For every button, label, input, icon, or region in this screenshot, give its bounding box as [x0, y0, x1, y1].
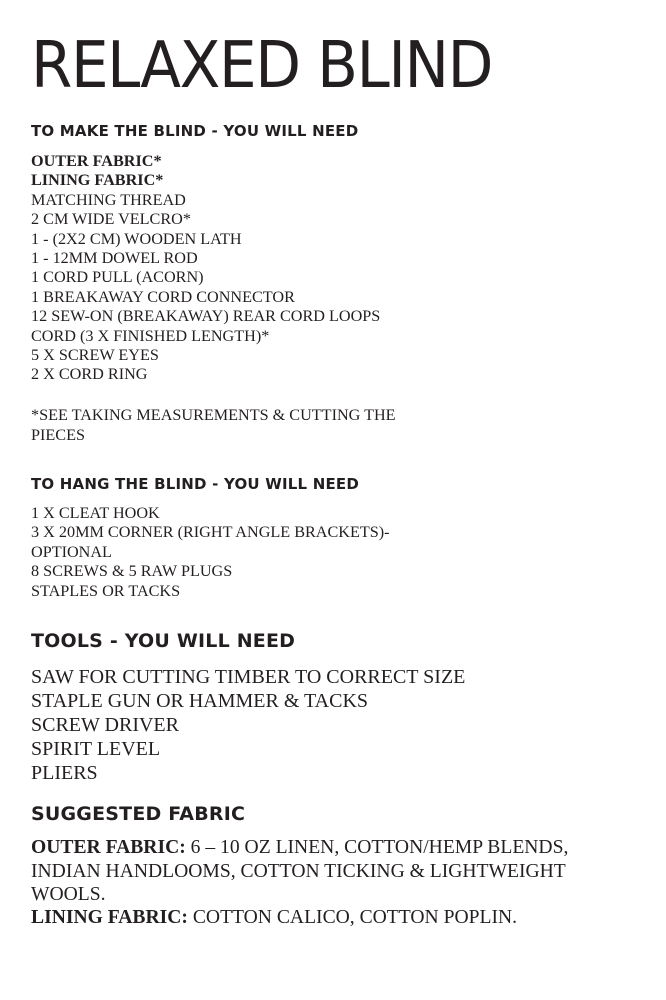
- list-item: PLIERS: [31, 762, 98, 784]
- list-item: SAW FOR CUTTING TIMBER TO CORRECT SIZE: [31, 666, 466, 688]
- lining-fabric-paragraph: [31, 906, 631, 930]
- list-item: 12 SEW-ON (BREAKAWAY) REAR CORD LOOPS: [31, 307, 381, 326]
- footnote-line: PIECES: [31, 426, 85, 444]
- list-item: LINING FABRIC*: [31, 171, 164, 190]
- fabric-section-heading: SUGGESTED FABRIC: [31, 803, 246, 825]
- hang-section-heading: TO HANG THE BLIND - YOU WILL NEED: [31, 475, 360, 493]
- list-item: 1 CORD PULL (ACORN): [31, 268, 204, 287]
- list-item: 2 CM WIDE VELCRO*: [31, 210, 191, 229]
- list-item: 1 - (2X2 CM) WOODEN LATH: [31, 229, 242, 248]
- list-item: 3 X 20MM CORNER (RIGHT ANGLE BRACKETS)-: [31, 523, 390, 542]
- list-item: 1 BREAKAWAY CORD CONNECTOR: [31, 287, 295, 306]
- tools-section-heading: TOOLS - YOU WILL NEED: [31, 630, 296, 652]
- outer-fabric-text: 6 – 10 OZ LINEN, COTTON/HEMP BLENDS, INDIAN HANDLOOMS, COTTON TICKING & LIGHTWEIGHT WOOLS.: [31, 837, 569, 905]
- list-item: 5 X SCREW EYES: [31, 346, 159, 365]
- lining-fabric-text: COTTON CALICO, COTTON POPLIN.: [187, 907, 518, 928]
- list-item: OUTER FABRIC*: [31, 152, 162, 170]
- list-item: MATCHING THREAD: [31, 190, 186, 209]
- list-item: 8 SCREWS & 5 RAW PLUGS: [31, 562, 233, 581]
- outer-fabric-paragraph: [31, 836, 631, 907]
- outer-fabric-label: OUTER FABRIC:: [31, 837, 186, 858]
- list-item: CORD (3 X FINISHED LENGTH)*: [31, 326, 270, 345]
- footnote-line: *SEE TAKING MEASUREMENTS & CUTTING THE: [31, 406, 396, 424]
- make-section-heading: TO MAKE THE BLIND - YOU WILL NEED: [31, 122, 359, 140]
- page-title: RELAXED BLIND: [31, 29, 493, 103]
- measurements-footnote: [31, 405, 396, 445]
- lining-fabric-label: LINING FABRIC:: [31, 907, 188, 928]
- list-item: 1 - 12MM DOWEL ROD: [31, 249, 198, 268]
- list-item: 1 X CLEAT HOOK: [31, 504, 160, 522]
- list-item: OPTIONAL: [31, 542, 112, 561]
- list-item: STAPLES OR TACKS: [31, 581, 181, 600]
- hang-materials-list: [31, 504, 390, 601]
- list-item: 2 X CORD RING: [31, 365, 148, 384]
- list-item: STAPLE GUN OR HAMMER & TACKS: [31, 690, 369, 712]
- list-item: SCREW DRIVER: [31, 714, 179, 736]
- list-item: SPIRIT LEVEL: [31, 738, 161, 760]
- make-materials-list: [31, 152, 380, 385]
- tools-list: [31, 665, 465, 785]
